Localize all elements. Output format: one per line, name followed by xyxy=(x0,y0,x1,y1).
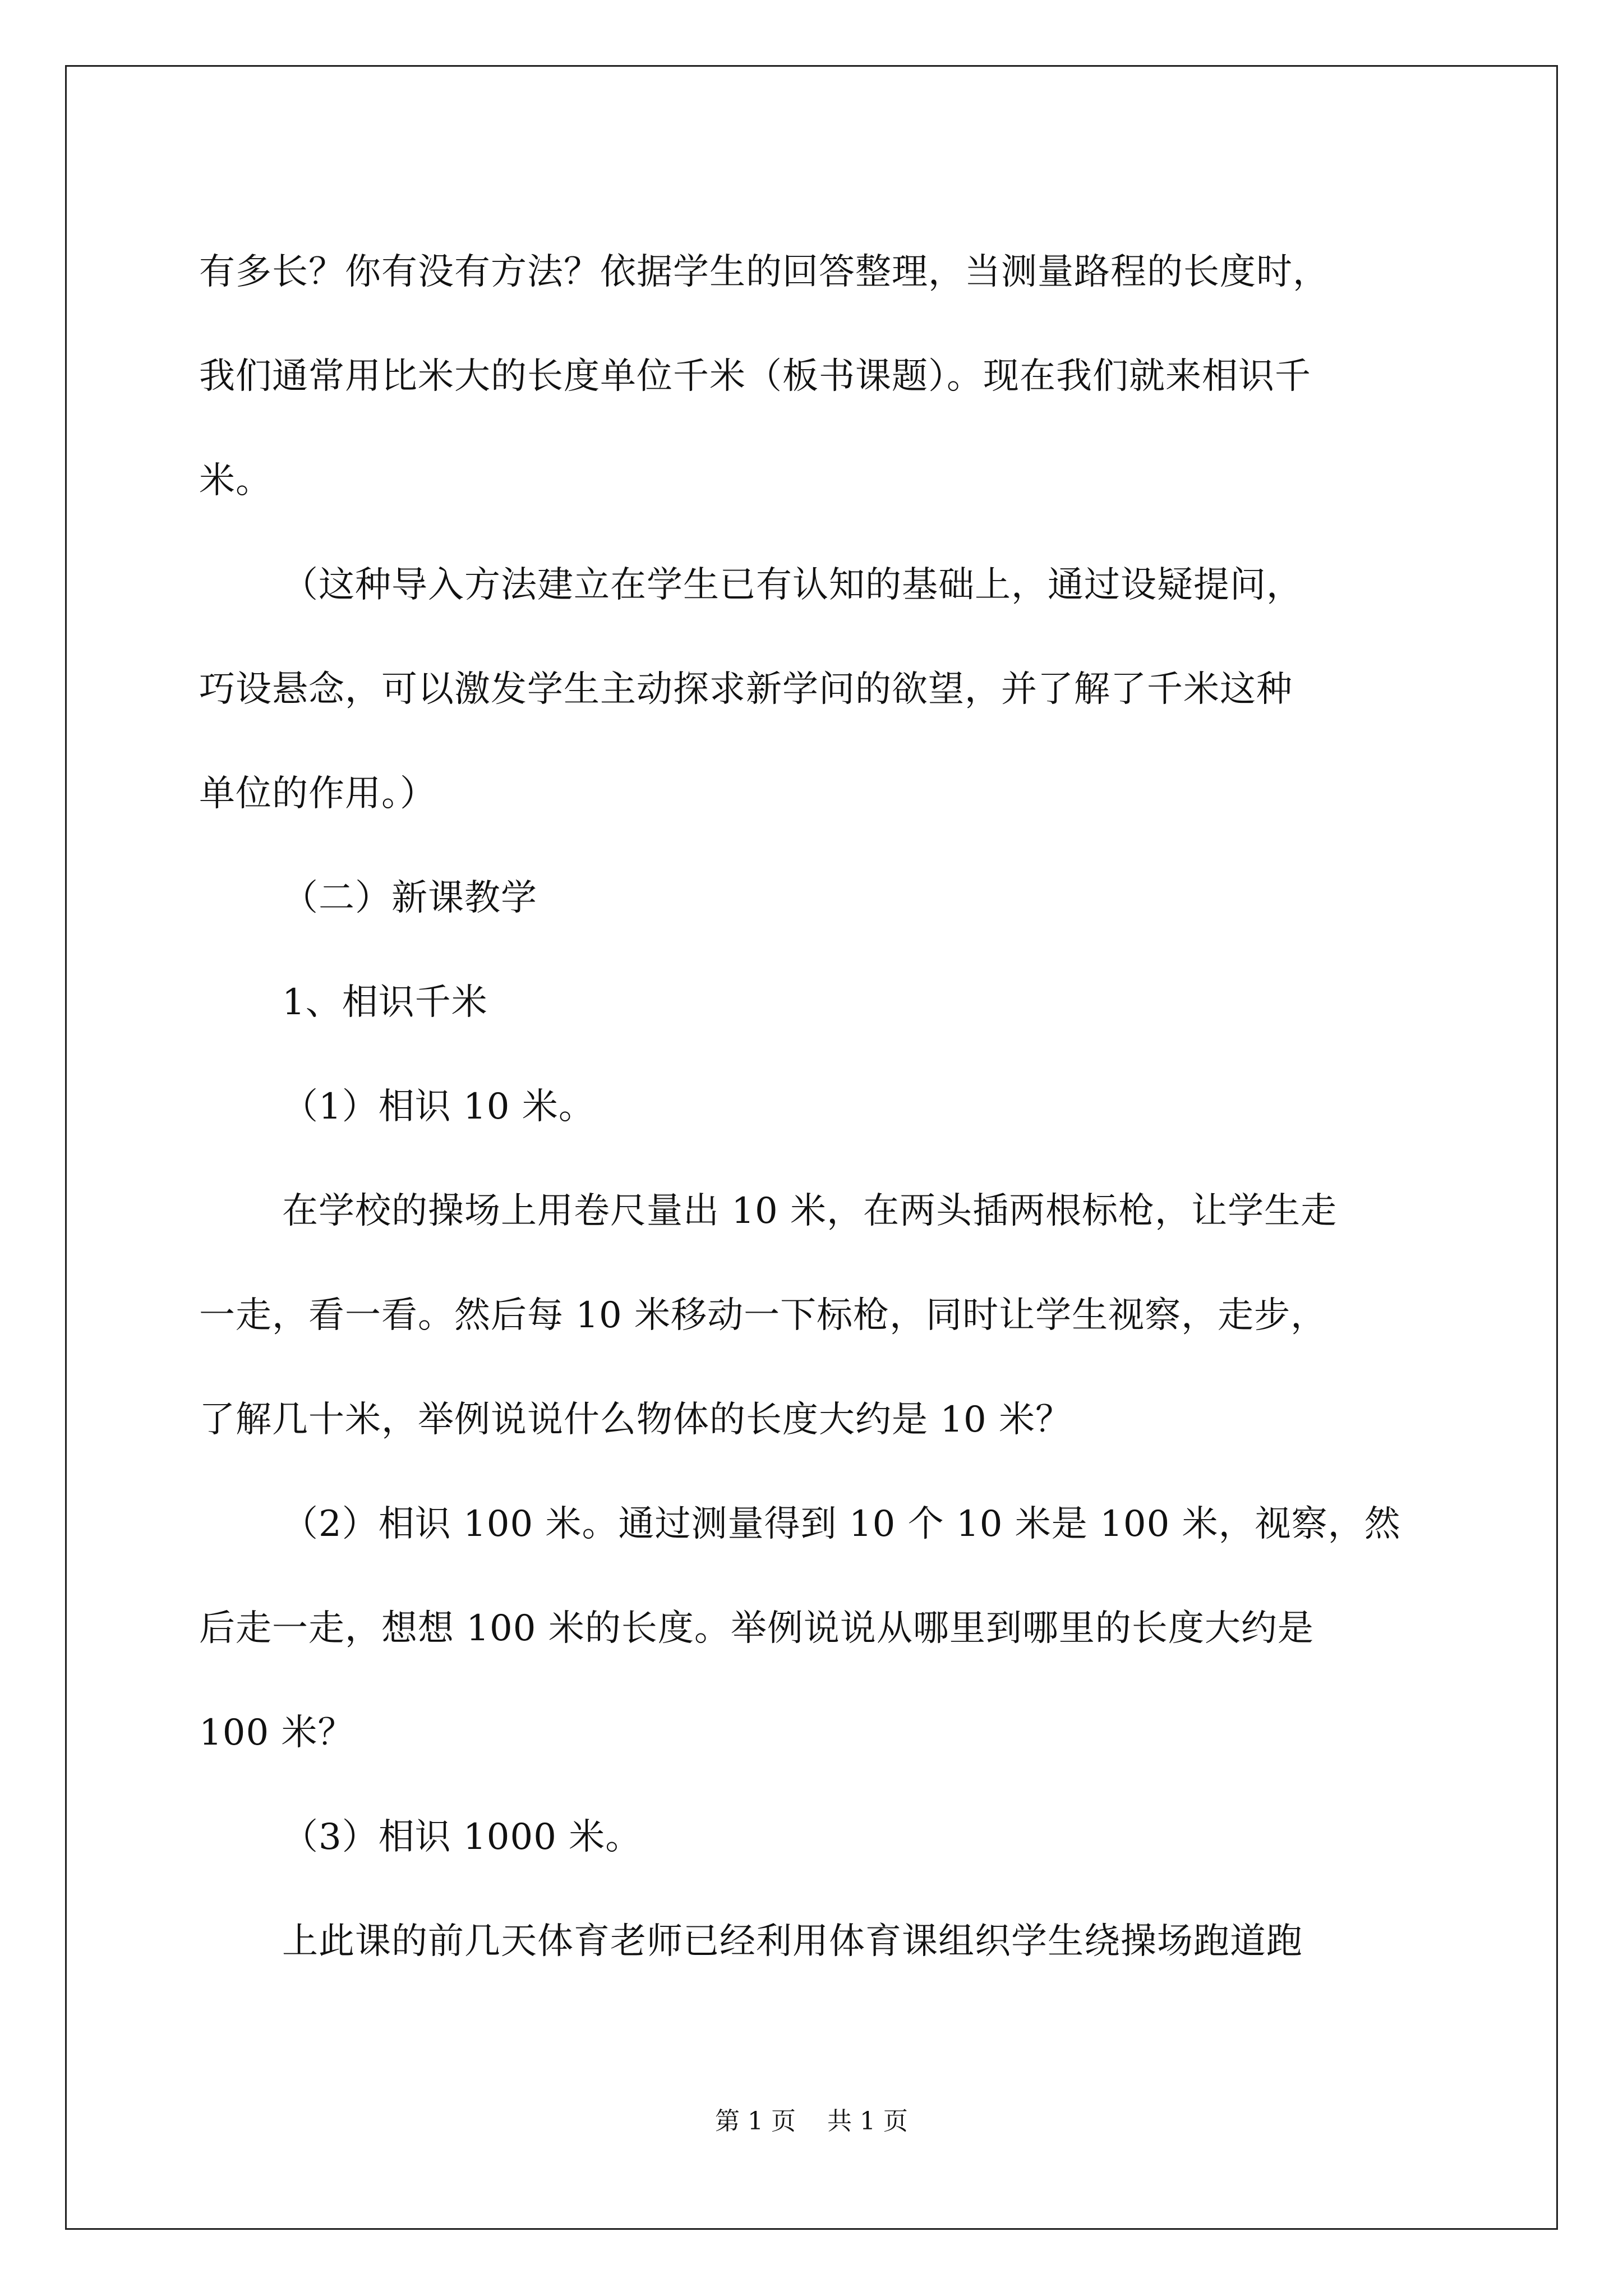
text-line: 100 米？ xyxy=(199,1712,354,1754)
document-body xyxy=(199,220,1436,1994)
paragraph xyxy=(199,220,1436,533)
text-line: （3）相识 1000 米。 xyxy=(282,1816,642,1858)
paragraph xyxy=(199,1889,1436,1994)
text-line: （这种导入方法建立在学生已有认知的基础上，通过设疑提问， xyxy=(282,564,1303,606)
text-line: 一走，看一看。然后每 10 米移动一下标枪，同时让学生视察，走步， xyxy=(199,1295,1327,1336)
text-line: 了解几十米，举例说说什么物体的长度大约是 10 米？ xyxy=(199,1399,1072,1441)
text-line: 后走一走，想想 100 米的长度。举例说说从哪里到哪里的长度大约是 xyxy=(199,1608,1314,1649)
text-line: 巧设悬念，可以激发学生主动探求新学问的欲望，并了解了千米这种 xyxy=(199,669,1293,710)
paragraph xyxy=(199,1785,1436,1889)
page-footer: 第 1 页 共 1 页 xyxy=(715,2107,908,2136)
paragraph xyxy=(199,950,1436,1055)
text-line: 在学校的操场上用卷尺量出 10 米，在两头插两根标枪，让学生走 xyxy=(282,1190,1338,1232)
text-line: 米。 xyxy=(199,460,272,501)
paragraph xyxy=(199,1159,1436,1472)
paragraph xyxy=(199,1055,1436,1159)
text-line: 上此课的前几天体育老师已经利用体育课组织学生绕操场跑道跑 xyxy=(282,1921,1303,1962)
paragraph xyxy=(199,533,1436,846)
text-line: 1、相识千米 xyxy=(282,982,488,1023)
paragraph xyxy=(199,846,1436,950)
text-line: （1）相识 10 米。 xyxy=(282,1086,595,1128)
paragraph xyxy=(199,1472,1436,1785)
text-line: （2）相识 100 米。通过测量得到 10 个 10 米是 100 米，视察，然 xyxy=(282,1503,1401,1545)
text-line: 我们通常用比米大的长度单位千米（板书课题）。现在我们就来相识千 xyxy=(199,356,1311,397)
text-line: 单位的作用。） xyxy=(199,773,436,815)
text-line: （二）新课教学 xyxy=(282,877,537,919)
text-line: 有多长？你有没有方法？依据学生的回答整理，当测量路程的长度时， xyxy=(199,251,1329,293)
